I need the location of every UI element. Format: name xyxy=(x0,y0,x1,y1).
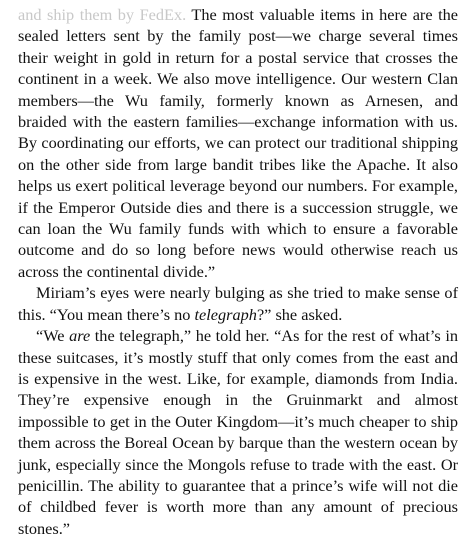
paragraph-2-text-b: ?” she asked. xyxy=(256,304,343,324)
paragraph-3-text-b: the telegraph,” he told her. “As for the rest of what’s in these suitcases, it’s mostly stuff that only comes from the east and is expensive in the west. Like, for example, diamonds from India. They’re expensive enough in the Gruinmarkt and almost impossible to get in the Outer Kingdom—it’s much cheaper to ship them across the Boreal Ocean by barque than the western ocean by junk, especially since the Mongols refuse to trade with the east. Or penicillin. The ability to guarantee that a prince’s wife will not die of childbed fever is worth more than any amount of precious stones.” xyxy=(18,326,458,538)
paragraph-2-italic-telegraph: telegraph xyxy=(194,304,257,324)
paragraph-2 xyxy=(18,282,458,325)
paragraph-1 xyxy=(18,4,458,282)
paragraph-2-text-a: Miriam’s eyes were nearly bulging as she tried to make sense of this. “You mean there’s no xyxy=(18,283,458,324)
paragraph-3-text-a: “We xyxy=(36,326,70,346)
paragraph-1-text: The most valuable items in here are the sealed letters sent by the family post—we charge several times their weight in gold in return for a postal service that crosses the continent in a week. We also move intelligence. Our western Clan members—the Wu family, formerly known as Arnesen, and braided with the eastern families—exchange information with us. By coordinating our efforts, we can protect our traditional shipping on the other side from large bandit tribes like the Apache. It also helps us exert political leverage beyond our numbers. For example, if the Emperor Outside dies and there is a succession struggle, we can loan the Wu family funds with which to ensure a favorable outcome and do so long before news would otherwise reach us across the continental divide.” xyxy=(18,5,458,281)
faded-lead-text: and ship them by FedEx. xyxy=(18,5,187,24)
paragraph-3-italic-are: are xyxy=(69,326,91,346)
paragraph-3 xyxy=(18,325,458,539)
